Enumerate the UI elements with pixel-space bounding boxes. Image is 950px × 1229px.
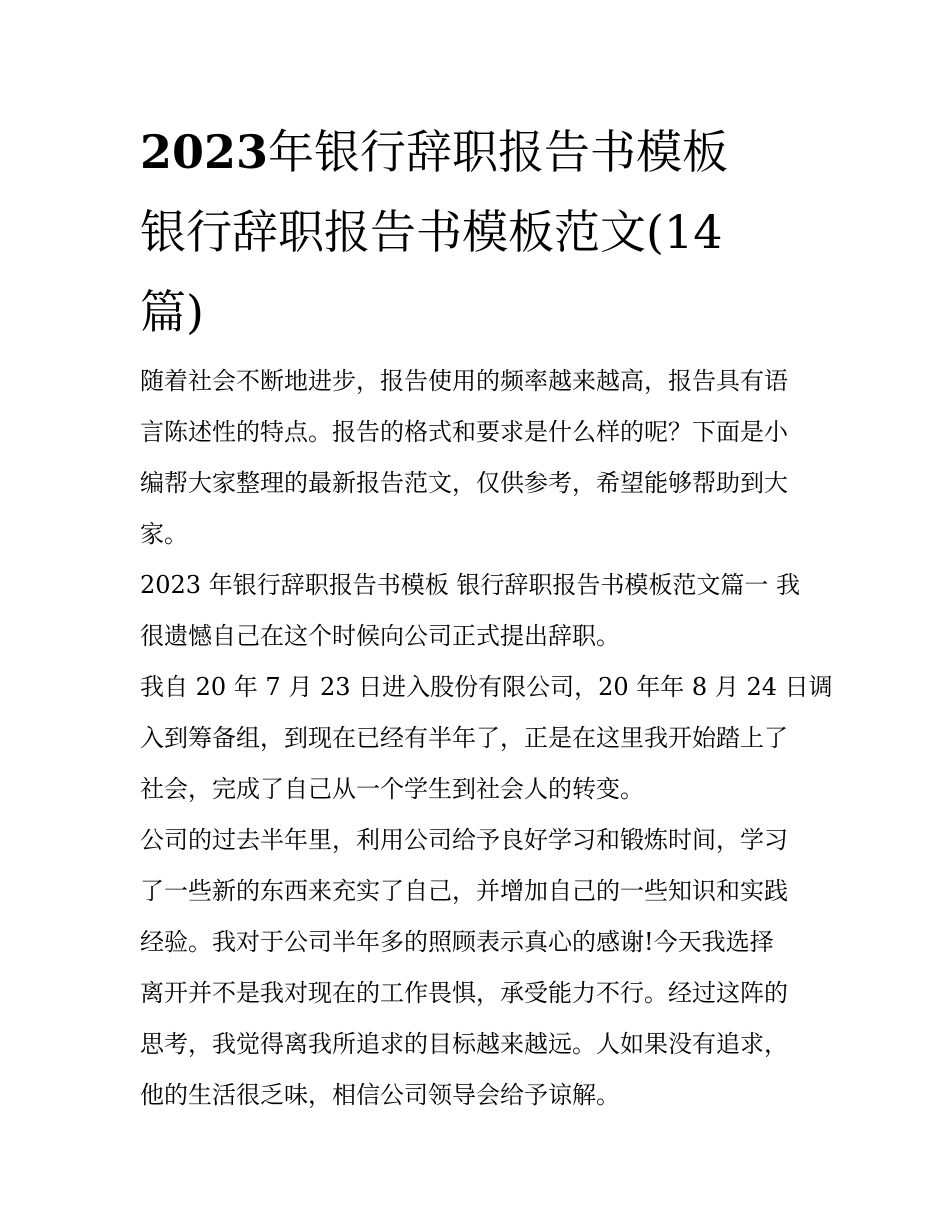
title-year: 2023 bbox=[140, 125, 269, 179]
section-heading-paragraph bbox=[140, 560, 820, 662]
title-line bbox=[140, 192, 820, 272]
body-paragraph bbox=[140, 815, 820, 1121]
text-line: 编帮大家整理的最新报告范文，仅供参考，希望能够帮助到大 bbox=[140, 469, 788, 497]
text-line: 经验。我对于公司半年多的照顾表示真心的感谢!今天我选择 bbox=[140, 928, 774, 956]
text-line: 他的生活很乏味，相信公司领导会给予谅解。 bbox=[140, 1081, 620, 1109]
text-line: 了一些新的东西来充实了自己，并增加自己的一些知识和实践 bbox=[140, 877, 788, 905]
title-line bbox=[140, 112, 820, 192]
text-line: 很遗憾自己在这个时候向公司正式提出辞职。 bbox=[140, 622, 620, 650]
intro-paragraph bbox=[140, 356, 820, 560]
text-line: 言陈述性的特点。报告的格式和要求是什么样的呢？下面是小 bbox=[140, 418, 788, 446]
text-line: 我自 20 年 7 月 23 日进入股份有限公司，20 年年 8 月 24 日调 bbox=[140, 673, 833, 701]
title-text: 年银行辞职报告书模板 bbox=[268, 125, 729, 179]
text-line: 随着社会不断地进步，报告使用的频率越来越高，报告具有语 bbox=[140, 367, 788, 395]
title-text: 银行辞职报告书模板范文(14 bbox=[140, 205, 723, 259]
text-line: 离开并不是我对现在的工作畏惧，承受能力不行。经过这阵的 bbox=[140, 979, 788, 1007]
document-title bbox=[140, 112, 820, 352]
text-line: 2023 年银行辞职报告书模板 银行辞职报告书模板范文篇一 我 bbox=[140, 571, 800, 599]
text-line: 公司的过去半年里，利用公司给予良好学习和锻炼时间，学习 bbox=[140, 826, 788, 854]
text-line: 思考，我觉得离我所追求的目标越来越远。人如果没有追求， bbox=[140, 1030, 788, 1058]
text-line: 入到筹备组，到现在已经有半年了，正是在这里我开始踏上了 bbox=[140, 724, 788, 752]
text-line: 社会，完成了自己从一个学生到社会人的转变。 bbox=[140, 775, 644, 803]
document-body bbox=[140, 356, 833, 1121]
title-line bbox=[140, 272, 820, 352]
title-text: 篇) bbox=[140, 285, 204, 339]
body-paragraph bbox=[140, 662, 833, 815]
text-line: 家。 bbox=[140, 520, 188, 548]
